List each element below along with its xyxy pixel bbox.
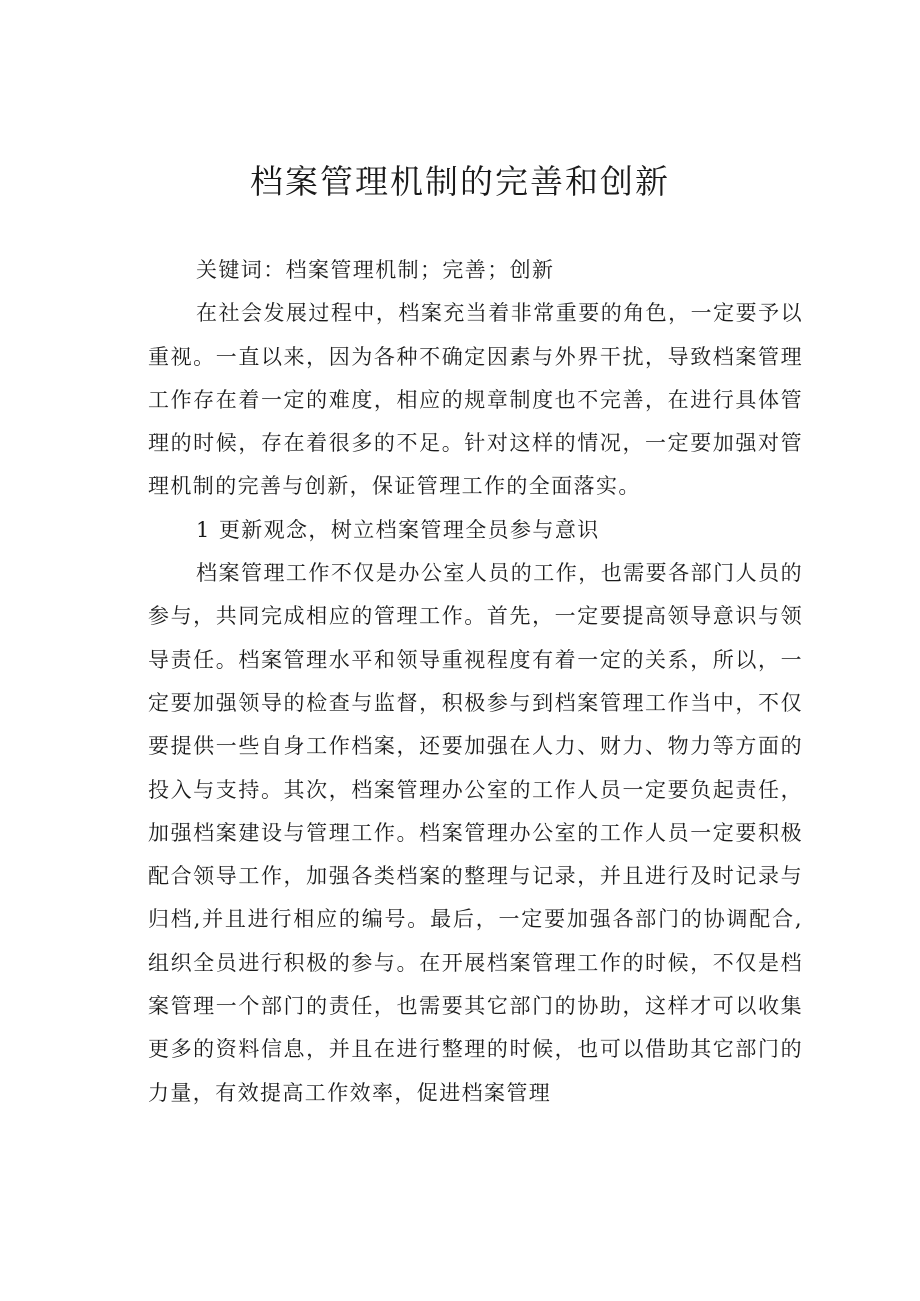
section-paragraph: 档案管理工作不仅是办公室人员的工作，也需要各部门人员的参与，共同完成相应的管理工作。首先，一定要提高领导意识与领导责任。档案管理水平和领导重视程度有着一定的关系，所以，一定要加强领导的检查与监督，积极参与到档案管理工作当中，不仅要提供一些自身工作档案，还要加强在人力、财力、物力等方面的投入与支持。其次，档案管理办公室的工作人员一定要负起责任，加强档案建设与管理工作。档案管理办公室的工作人员一定要积极配合领导工作，加强各类档案的整理与记录，并且进行及时记录与归档,并且进行相应的编号。最后，一定要加强各部门的协调配合,组织全员进行积极的参与。在开展档案管理工作的时候，不仅是档案管理一个部门的责任，也需要其它部门的协助，这样才可以收集更多的资料信息，并且在进行整理的时候，也可以借助其它部门的力量，有效提高工作效率，促进档案管理 — [148, 561, 803, 1105]
document-title: 档案管理机制的完善和创新 — [250, 162, 670, 201]
keywords-line: 关键词：档案管理机制；完善；创新 — [196, 258, 555, 282]
intro-paragraph: 在社会发展过程中，档案充当着非常重要的角色，一定要予以重视。一直以来，因为各种不确定因素与外界干扰，导致档案管理工作存在着一定的难度，相应的规章制度也不完善，在进行具体管理的时候，存在着很多的不足。针对这样的情况，一定要加强对管理机制的完善与创新，保证管理工作的全面落实。 — [148, 301, 803, 499]
document-body — [148, 249, 803, 1115]
section-heading: 1 更新观念，树立档案管理全员参与意识 — [196, 517, 600, 542]
